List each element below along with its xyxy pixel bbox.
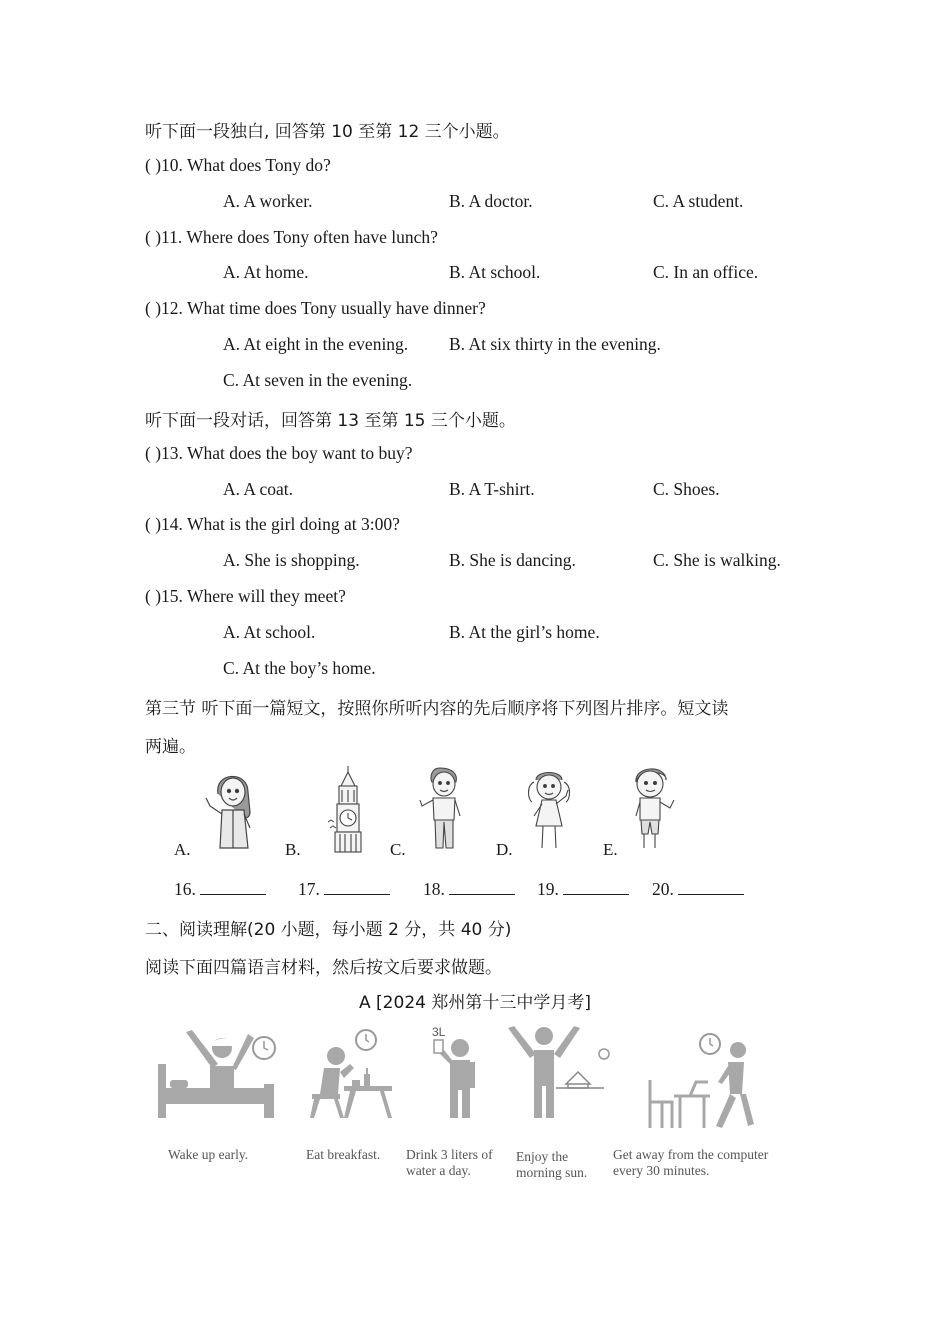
caption-computer: Get away from the computer every 30 minutes. — [613, 1147, 769, 1178]
section3-instruction-cont: 两遍。 — [145, 737, 196, 757]
section-intro-monologue: 听下面一段独白, 回答第 10 至第 12 三个小题。 — [145, 122, 510, 142]
part2-heading: 二、阅读理解(20 小题，每小题 2 分，共 40 分) — [145, 920, 512, 940]
option-b: B. She is dancing. — [449, 550, 576, 570]
option-b: B. At school. — [449, 262, 541, 282]
wake-up-early-icon — [156, 1024, 278, 1120]
picture-a-girl-illustration — [200, 766, 262, 856]
question-15 — [145, 586, 346, 607]
question-stem: 10. What does Tony do? — [161, 155, 331, 175]
picture-b-clock-tower-illustration — [328, 764, 368, 854]
answer-paren[interactable]: ( ) — [145, 227, 162, 247]
question-stem: 14. What is the girl doing at 3:00? — [161, 514, 400, 534]
part2-instruction: 阅读下面四篇语言材料，然后按文后要求做题。 — [145, 958, 502, 978]
option-c: C. In an office. — [653, 262, 759, 282]
picture-c-boy-illustration — [416, 764, 468, 854]
section3-instruction: 第三节 听下面一篇短文，按照你所听内容的先后顺序将下列图片排序。短文读 — [145, 699, 729, 719]
question-stem: 12. What time does Tony usually have dinner? — [161, 298, 486, 318]
picture-label-b: B. — [285, 840, 301, 859]
section-intro-dialogue: 听下面一段对话，回答第 13 至第 15 三个小题。 — [145, 411, 516, 431]
answer-paren[interactable]: ( ) — [145, 443, 162, 463]
option-b: B. A doctor. — [449, 191, 533, 211]
option-b: B. At the girl’s home. — [449, 622, 600, 642]
picture-label-e: E. — [603, 840, 618, 859]
enjoy-morning-sun-icon — [506, 1024, 614, 1120]
drink-water-icon — [430, 1024, 480, 1120]
picture-label-c: C. — [390, 840, 406, 859]
option-a: A. A worker. — [223, 191, 313, 211]
option-a: A. A coat. — [223, 479, 293, 499]
option-a: A. She is shopping. — [223, 550, 360, 570]
option-c: C. A student. — [653, 191, 744, 211]
answer-blank-19[interactable]: 19. — [537, 878, 629, 900]
picture-label-a: A. — [174, 840, 191, 859]
question-stem: 13. What does the boy want to buy? — [161, 443, 413, 463]
caption-morning-sun: Enjoy the morning sun. — [516, 1149, 588, 1180]
answer-blank-20[interactable]: 20. — [652, 878, 744, 900]
answer-paren[interactable]: ( ) — [145, 514, 162, 534]
answer-paren[interactable]: ( ) — [145, 155, 162, 175]
passage-a-title: A [2024 郑州第十三中学月考] — [359, 993, 591, 1013]
picture-d-girl-illustration — [522, 766, 576, 854]
question-11 — [145, 227, 438, 248]
water-amount-label: 3L — [432, 1025, 446, 1039]
option-b: B. A T-shirt. — [449, 479, 535, 499]
option-c: C. Shoes. — [653, 479, 720, 499]
answer-blank-16[interactable]: 16. — [174, 878, 266, 900]
option-a: A. At home. — [223, 262, 309, 282]
option-b: B. At six thirty in the evening. — [449, 334, 661, 354]
question-stem: 15. Where will they meet? — [161, 586, 346, 606]
answer-blank-17[interactable]: 17. — [298, 878, 390, 900]
question-13 — [145, 443, 412, 464]
option-a: A. At eight in the evening. — [223, 334, 409, 354]
option-c: C. She is walking. — [653, 550, 781, 570]
get-away-from-computer-icon — [644, 1024, 756, 1132]
question-stem: 11. Where does Tony often have lunch? — [161, 227, 438, 247]
caption-drink-water: Drink 3 liters of water a day. — [406, 1147, 493, 1178]
answer-paren[interactable]: ( ) — [145, 586, 162, 606]
option-c: C. At the boy’s home. — [223, 658, 376, 678]
option-c: C. At seven in the evening. — [223, 370, 413, 390]
caption-wake-up: Wake up early. — [168, 1147, 249, 1162]
caption-breakfast: Eat breakfast. — [306, 1147, 381, 1162]
question-12 — [145, 298, 486, 319]
question-10 — [145, 155, 331, 176]
answer-paren[interactable]: ( ) — [145, 298, 162, 318]
picture-label-d: D. — [496, 840, 513, 859]
picture-e-boy-illustration — [628, 764, 678, 854]
answer-blank-18[interactable]: 18. — [423, 878, 515, 900]
option-a: A. At school. — [223, 622, 316, 642]
eat-breakfast-icon — [306, 1024, 394, 1120]
question-14 — [145, 514, 400, 535]
